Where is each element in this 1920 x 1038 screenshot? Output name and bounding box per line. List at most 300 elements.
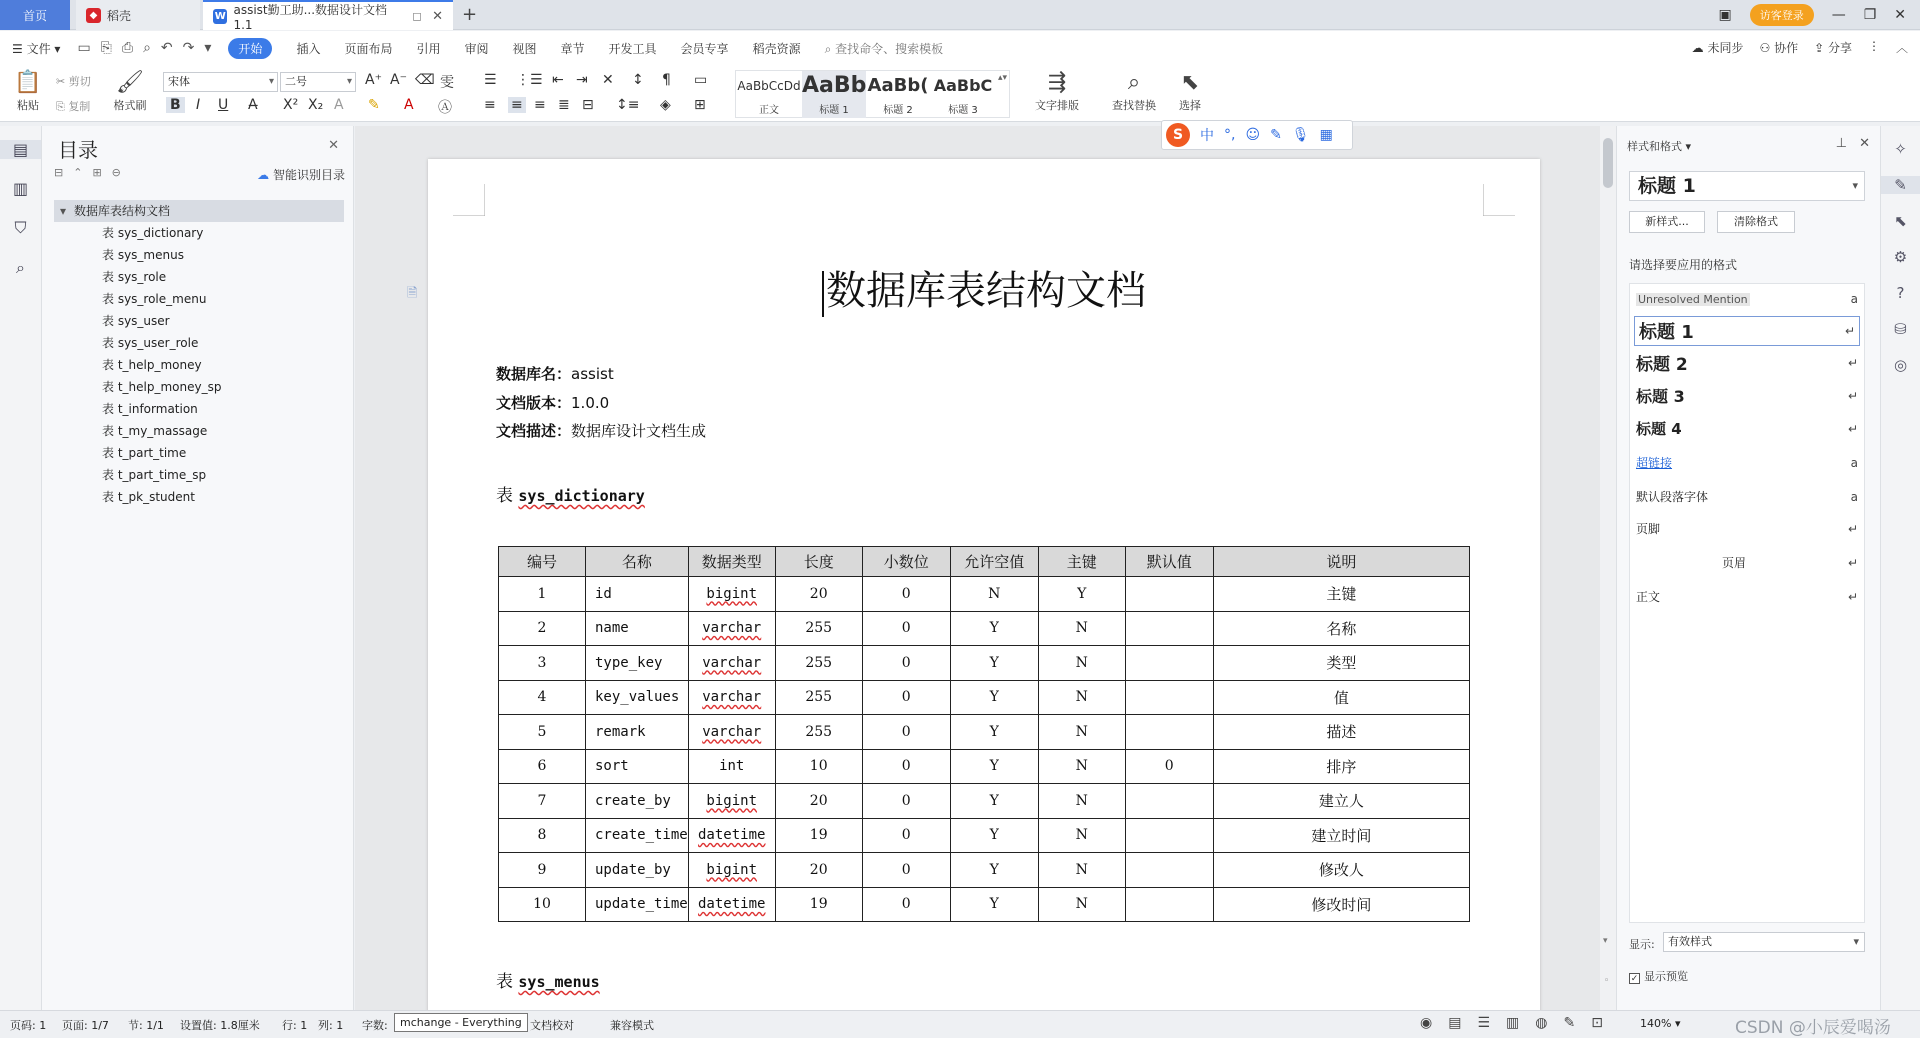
cursor-icon: ⬉ (1180, 70, 1200, 95)
document-title-text: 数据库表结构文档 (826, 268, 1146, 314)
styles-panel (1616, 126, 1880, 1010)
cell-decimal: 0 (862, 853, 950, 888)
style-normal[interactable] (736, 71, 802, 118)
collaborate-button[interactable] (1759, 39, 1798, 56)
cell-name: create_by (586, 784, 689, 819)
col-header: 主键 (1038, 547, 1125, 577)
toc-item[interactable]: 表 t_part_time (102, 446, 187, 460)
command-search[interactable] (825, 40, 944, 57)
shrink-font-icon[interactable]: A⁻ (390, 72, 407, 88)
show-preview-toggle[interactable] (1629, 968, 1688, 984)
table-row (499, 715, 1470, 750)
cell-name: id (586, 577, 689, 612)
borders-icon[interactable]: ⊞ (694, 97, 706, 113)
style-item-header[interactable] (1636, 554, 1858, 571)
cell-default (1125, 784, 1213, 819)
cell-length: 20 (775, 784, 862, 819)
cell-decimal: 0 (862, 818, 950, 853)
properties-icon[interactable]: ⚙ (1893, 248, 1908, 266)
cell-nullable: Y (950, 715, 1038, 750)
superscript-icon[interactable]: X² (283, 97, 299, 113)
style-item-label: 标题 4 (1636, 420, 1682, 438)
ribbon (0, 65, 1920, 122)
highlight-icon[interactable]: ✎ (368, 97, 380, 113)
select-objects-icon[interactable]: ⬉ (1894, 212, 1907, 230)
toc-item[interactable]: 表 t_help_money (102, 358, 202, 372)
toc-item[interactable]: 表 sys_menus (102, 248, 184, 262)
tab-home[interactable] (0, 0, 70, 30)
para-style-icon: ↵ (1847, 589, 1858, 604)
tab-daoke-label: 稻壳 (107, 8, 132, 23)
para-style-icon: ↵ (1847, 521, 1858, 536)
doc-version-label: 文档版本： (496, 394, 572, 412)
add-entry-icon[interactable]: ⊞ (92, 166, 102, 179)
style-item-heading-4[interactable] (1636, 418, 1858, 439)
help-icon[interactable]: ? (1896, 284, 1905, 302)
margin-corner-tr (1483, 184, 1515, 216)
emoji-icon[interactable]: ☺ (1245, 127, 1261, 143)
format-painter-button[interactable] (110, 69, 150, 113)
backup-icon[interactable]: ⛁ (1894, 320, 1907, 338)
toc-item[interactable]: 表 sys_dictionary (102, 226, 204, 240)
style-heading-3-label: 标题 3 (948, 105, 978, 116)
style-item-label: 超链接 (1636, 456, 1673, 470)
cell-no: 3 (499, 646, 586, 681)
cell-length: 19 (775, 887, 862, 922)
cell-type-text: varchar (702, 723, 762, 740)
col-header: 小数位 (862, 547, 950, 577)
shading-icon[interactable]: ◈ (660, 97, 671, 113)
web-view-icon[interactable]: ◍ (1535, 1015, 1548, 1031)
smart-toc-button[interactable] (257, 166, 345, 183)
toc-root-item[interactable]: ▾ 数据库表结构文档 (54, 200, 344, 222)
command-search-placeholder: 查找命令、搜索模板 (835, 41, 944, 56)
menu-tab-review[interactable]: 审阅 (464, 41, 489, 56)
smart-toc-label: 智能识别目录 (272, 168, 345, 182)
style-item-heading-1[interactable] (1634, 316, 1860, 346)
toc-tools (54, 166, 121, 179)
move-up-icon[interactable]: ⌃ (73, 166, 83, 179)
ime-toolbox-icon[interactable]: ▦ (1319, 127, 1333, 143)
pinyin-icon[interactable]: 雯 (440, 75, 454, 91)
scissors-icon: ✂ (56, 75, 66, 88)
cell-type (688, 784, 775, 819)
find-replace-button[interactable] (1104, 69, 1164, 113)
doc-desc-line (496, 420, 706, 441)
increase-indent-icon[interactable]: ⇥ (576, 72, 588, 88)
tooltip-popup: mchange - Everything (394, 1013, 528, 1032)
clear-format-icon[interactable]: ⌫ (415, 72, 435, 88)
style-heading-2[interactable] (866, 71, 930, 118)
paragraph-mark-icon[interactable]: ¶ (662, 72, 671, 88)
ime-lang-toggle[interactable]: 中 (1200, 128, 1214, 144)
tab-home-label: 首页 (22, 8, 47, 23)
style-item-label: Unresolved Mention (1638, 292, 1748, 306)
print-preview-icon[interactable]: ⌕ (143, 40, 151, 56)
cell-no: 1 (499, 577, 586, 612)
align-left-icon[interactable]: ≡ (484, 97, 496, 113)
style-item-label: 标题 1 (1639, 322, 1694, 343)
style-gallery-scroll-icon[interactable]: ▴▾ (997, 73, 1007, 83)
table-row (499, 611, 1470, 646)
show-preview-label: 显示预览 (1644, 970, 1688, 983)
cell-nullable: Y (950, 611, 1038, 646)
cell-default (1125, 887, 1213, 922)
save-icon[interactable]: ▭ (77, 40, 91, 56)
justify-icon[interactable]: ≣ (558, 97, 570, 113)
file-menu[interactable]: ☰ 文件 ▾ (12, 41, 61, 56)
minimize-icon[interactable]: — (1831, 7, 1846, 23)
magnifier-icon: ⌕ (1127, 70, 1141, 95)
share-label: 分享 (1827, 41, 1852, 55)
menu-tab-daoke[interactable]: 稻壳资源 (752, 41, 801, 56)
char-style-icon: a (1850, 455, 1858, 470)
eye-protect-icon[interactable]: ◉ (1420, 1015, 1433, 1031)
style-heading-3-preview: AaBbC (933, 76, 993, 95)
styles-edit-icon[interactable]: ✎ (1881, 176, 1920, 194)
share-icon: ⇪ (1814, 41, 1825, 55)
grow-font-icon[interactable]: A⁺ (365, 72, 382, 88)
style-item-unresolved[interactable] (1636, 292, 1858, 306)
ruler-icon[interactable]: ▭ (694, 72, 708, 88)
document-page[interactable] (428, 159, 1540, 1010)
numbering-icon[interactable]: ⋮☰ (516, 72, 543, 88)
more-quick-icon[interactable]: ▾ (204, 40, 212, 56)
cell-no: 5 (499, 715, 586, 750)
font-color-icon[interactable]: A (404, 97, 414, 113)
table-row (499, 784, 1470, 819)
cell-type-text: int (719, 758, 745, 775)
table-row (499, 887, 1470, 922)
table-heading-1-prefix: 表 (496, 486, 513, 506)
tab-daoke[interactable] (76, 0, 200, 30)
table-heading-1 (496, 481, 645, 506)
cell-nullable: Y (950, 646, 1038, 681)
cell-type (688, 577, 775, 612)
share-button[interactable] (1814, 39, 1852, 56)
zoom-value: 140% (1640, 1017, 1672, 1030)
view-mode-icons (1420, 1015, 1603, 1031)
cell-nullable: Y (950, 680, 1038, 715)
menu-right-actions (1692, 39, 1908, 56)
cell-name: name (586, 611, 689, 646)
clipboard-icon: 📋 (14, 70, 42, 95)
cell-type-text: datetime (698, 896, 766, 913)
cell-length: 20 (775, 853, 862, 888)
cell-desc: 值 (1213, 680, 1469, 715)
new-tab-button[interactable]: + (462, 4, 478, 25)
menu-tab-view[interactable]: 视图 (512, 41, 537, 56)
toc-item[interactable]: 表 sys_role (102, 270, 167, 284)
para-style-icon: ↵ (1847, 388, 1858, 403)
fit-page-icon[interactable]: ⊡ (1591, 1015, 1603, 1031)
cell-type (688, 853, 775, 888)
paste-button[interactable] (10, 69, 46, 113)
sys-dictionary-table (498, 546, 1470, 922)
doc-version-line (496, 392, 609, 413)
table-heading-2-prefix: 表 (496, 972, 513, 992)
subscript-icon[interactable]: X₂ (308, 97, 324, 113)
collapse-all-icon[interactable]: ⊟ (54, 166, 64, 179)
style-gallery (735, 70, 1010, 118)
chinese-layout-icon[interactable]: ✕ (602, 72, 614, 88)
cell-desc: 描述 (1213, 715, 1469, 750)
cell-decimal: 0 (862, 577, 950, 612)
toc-item[interactable]: 表 t_my_massage (102, 424, 208, 438)
remove-entry-icon[interactable]: ⊖ (111, 166, 121, 179)
status-page-no: 页码: 1 (10, 1019, 47, 1032)
pin-icon[interactable]: ⊥ (1835, 136, 1848, 151)
guest-login-button[interactable]: 访客登录 (1750, 4, 1814, 26)
cell-length: 19 (775, 818, 862, 853)
cell-type (688, 749, 775, 784)
toc-panel-icon[interactable]: ▤ (0, 140, 41, 159)
char-style-icon: a (1850, 489, 1858, 504)
more-icon[interactable]: ⋮ (1867, 39, 1880, 53)
cell-desc: 主键 (1213, 577, 1469, 612)
handwrite-icon[interactable]: ✎ (1270, 127, 1282, 143)
style-heading-1-preview: AaBb (802, 73, 866, 98)
status-compat-mode: 兼容模式 (610, 1019, 654, 1032)
restore-icon[interactable]: ❐ (1863, 7, 1877, 23)
chapter-nav-icon[interactable]: ▥ (12, 179, 29, 198)
style-item-hyperlink[interactable] (1636, 454, 1858, 471)
cell-no: 8 (499, 818, 586, 853)
cell-desc: 建立时间 (1213, 818, 1469, 853)
sync-label: 未同步 (1707, 41, 1744, 55)
cell-type (688, 611, 775, 646)
text-layout-button[interactable] (1026, 69, 1088, 113)
copy-button[interactable] (56, 98, 90, 114)
cell-decimal: 0 (862, 715, 950, 750)
db-name-value: assist (571, 365, 614, 383)
cell-nullable: Y (950, 887, 1038, 922)
tab-document[interactable] (203, 0, 453, 30)
style-list (1629, 283, 1865, 923)
distribute-icon[interactable]: ⊟ (582, 97, 594, 113)
margin-corner-tl (453, 184, 485, 216)
table-row (499, 577, 1470, 612)
decrease-indent-icon[interactable]: ⇤ (552, 72, 564, 88)
table-row (499, 853, 1470, 888)
write-view-icon[interactable]: ✎ (1563, 1015, 1576, 1031)
cut-label: 剪切 (68, 75, 91, 88)
style-item-heading-3[interactable] (1636, 384, 1858, 407)
outline-view-icon[interactable]: ☰ (1477, 1015, 1491, 1031)
cell-no: 2 (499, 611, 586, 646)
find-panel-icon[interactable]: ⌕ (16, 258, 25, 277)
cell-pk: N (1038, 887, 1125, 922)
col-header: 编号 (499, 547, 586, 577)
cell-type (688, 646, 775, 681)
tab-bar (0, 0, 1920, 30)
cell-type (688, 887, 775, 922)
font-name-select[interactable]: 宋体 ▾ (163, 72, 278, 92)
show-preview-checkbox[interactable]: ✓ (1630, 974, 1639, 984)
cell-name: type_key (586, 646, 689, 681)
toc-close-icon[interactable]: ✕ (328, 138, 339, 153)
prev-page-icon[interactable]: ◦ (1604, 976, 1610, 986)
toc-tree (54, 200, 344, 508)
cell-type-text: bigint (706, 861, 757, 878)
clear-format-button[interactable]: 清除格式 (1717, 211, 1795, 233)
ime-punct-toggle[interactable]: °, (1224, 127, 1236, 143)
cell-pk: N (1038, 853, 1125, 888)
sync-button[interactable] (1692, 39, 1744, 56)
cell-length: 255 (775, 611, 862, 646)
reading-view-icon[interactable]: ▥ (1506, 1015, 1520, 1031)
cell-name: key_values (586, 680, 689, 715)
style-item-footer[interactable] (1636, 520, 1858, 537)
cell-desc: 修改时间 (1213, 887, 1469, 922)
scroll-down-icon[interactable]: ▾ (1603, 936, 1608, 946)
cell-desc: 名称 (1213, 611, 1469, 646)
cloud-icon: ☁ (1691, 41, 1704, 55)
wps-writer-icon: W (214, 10, 226, 22)
menu-tab-section[interactable]: 章节 (560, 41, 585, 56)
col-header: 默认值 (1125, 547, 1213, 577)
menu-tab-devtools[interactable]: 开发工具 (608, 41, 657, 56)
text-layout-icon: ⇶ (1047, 70, 1067, 95)
cell-pk: Y (1038, 577, 1125, 612)
style-item-default-font[interactable] (1636, 488, 1858, 505)
styles-panel-header[interactable]: 样式和格式 ▾ (1627, 140, 1692, 153)
page-view-icon[interactable]: ▤ (1448, 1015, 1462, 1031)
cell-default (1125, 818, 1213, 853)
toc-item[interactable]: 表 t_part_time_sp (102, 468, 207, 482)
cell-name: update_by (586, 853, 689, 888)
menu-tab-insert[interactable]: 插入 (296, 41, 321, 56)
toc-item[interactable]: 表 sys_user (102, 314, 170, 328)
export-pdf-icon[interactable]: ⎘ (100, 40, 112, 56)
menu-tab-member[interactable]: 会员专享 (680, 41, 729, 56)
col-header: 允许空值 (950, 547, 1038, 577)
microphone-icon[interactable]: 🎙 (1291, 127, 1310, 143)
vertical-scrollbar[interactable] (1600, 126, 1616, 1010)
line-spacing-icon[interactable]: ↕≡ (616, 97, 640, 113)
style-item-heading-2[interactable] (1636, 350, 1858, 375)
style-heading-2-label: 标题 2 (883, 105, 913, 116)
copy-icon: ⎘ (56, 100, 65, 113)
align-right-icon[interactable]: ≡ (534, 97, 546, 113)
file-menu-label: 文件 (26, 41, 51, 56)
cell-decimal: 0 (862, 611, 950, 646)
cell-default (1125, 680, 1213, 715)
select-button[interactable] (1172, 69, 1208, 113)
menu-tab-start[interactable]: 开始 (228, 38, 272, 59)
menu-tab-layout[interactable]: 页面布局 (344, 41, 393, 56)
paragraph-marker-icon[interactable]: 🗎 (407, 286, 418, 301)
styles-panel-header-icons (1836, 136, 1870, 151)
status-section: 节: 1/1 (128, 1019, 164, 1032)
cut-button[interactable] (56, 73, 91, 89)
cell-default (1125, 646, 1213, 681)
zoom-level[interactable]: 140% ▾ (1640, 1017, 1681, 1030)
share-rail-icon[interactable]: ◎ (1893, 356, 1908, 374)
tab-pin-icon[interactable]: ◻ (412, 9, 423, 23)
ai-assistant-icon[interactable]: ✧ (1894, 140, 1907, 158)
close-window-icon[interactable]: ✕ (1894, 7, 1906, 23)
font-size-select[interactable]: 二号 ▾ (280, 72, 356, 92)
char-border-icon[interactable]: Ⓐ (438, 100, 452, 116)
toc-item[interactable]: 表 sys_user_role (102, 336, 199, 350)
cell-length: 10 (775, 749, 862, 784)
doc-desc-label: 文档描述： (496, 422, 572, 440)
styles-close-icon[interactable]: ✕ (1859, 136, 1870, 151)
style-heading-1-label: 标题 1 (819, 105, 849, 116)
cell-pk: N (1038, 749, 1125, 784)
style-item-body[interactable] (1636, 588, 1858, 605)
sort-icon[interactable]: ↕ (632, 72, 644, 88)
db-name-line (496, 363, 614, 384)
status-spellcheck[interactable]: 文档校对 (530, 1019, 574, 1032)
search-icon: ⌕ (824, 41, 832, 56)
apply-format-prompt: 请选择要应用的格式 (1629, 258, 1738, 272)
cell-name: update_time (586, 887, 689, 922)
cell-name: sort (586, 749, 689, 784)
sogou-logo-icon[interactable]: S (1166, 123, 1190, 147)
strikethrough-icon[interactable]: A̶ (248, 97, 258, 113)
redo-icon[interactable]: ↷ (182, 40, 195, 56)
bold-button[interactable]: B (166, 97, 185, 113)
toc-item[interactable]: 表 t_help_money_sp (102, 380, 222, 394)
bullets-icon[interactable]: ☰ (484, 72, 497, 88)
cell-desc: 修改人 (1213, 853, 1469, 888)
cell-desc: 排序 (1213, 749, 1469, 784)
align-center-icon[interactable]: ≡ (508, 97, 526, 113)
brush-icon: 🖌 (116, 70, 144, 95)
layout-icon[interactable]: ▣ (1718, 7, 1732, 23)
table-heading-2-name: sys_menus (518, 973, 600, 991)
para-style-icon: ↵ (1844, 324, 1855, 338)
status-setting: 设置值: 1.8厘米 (180, 1019, 260, 1032)
style-heading-3[interactable] (930, 71, 996, 118)
cell-decimal: 0 (862, 784, 950, 819)
toc-item[interactable]: 表 t_information (102, 402, 198, 416)
find-replace-label: 查找替换 (1112, 99, 1156, 112)
menu-tab-reference[interactable]: 引用 (416, 41, 441, 56)
copy-label: 复制 (68, 100, 91, 113)
status-word-count[interactable]: 字数: (362, 1019, 388, 1032)
underline-button[interactable]: U (218, 97, 229, 113)
cell-type-text: bigint (706, 585, 757, 602)
new-style-button[interactable]: 新样式... (1629, 211, 1705, 233)
cell-type-text: varchar (702, 620, 762, 637)
show-select[interactable]: 有效样式 ▾ (1663, 932, 1865, 952)
col-header: 数据类型 (688, 547, 775, 577)
undo-icon[interactable]: ↶ (160, 40, 173, 56)
toc-item[interactable]: 表 t_pk_student (102, 490, 195, 504)
tab-close-icon[interactable]: ✕ (432, 8, 443, 24)
current-style-select[interactable]: 标题 1 ▾ (1629, 171, 1865, 201)
cell-type (688, 715, 775, 750)
print-icon[interactable]: ⎙ (121, 40, 134, 56)
cell-default (1125, 611, 1213, 646)
style-heading-2-preview: AaBb( (867, 75, 929, 96)
format-painter-label: 格式刷 (113, 99, 147, 112)
text-effect-icon[interactable]: A (334, 97, 344, 113)
cell-decimal: 0 (862, 749, 950, 784)
csdn-watermark: CSDN @小辰爱喝汤 (1735, 1018, 1891, 1038)
scrollbar-thumb[interactable] (1603, 138, 1613, 188)
toc-item[interactable]: 表 sys_role_menu (102, 292, 207, 306)
style-heading-1[interactable] (802, 71, 866, 118)
db-name-label: 数据库名： (496, 365, 572, 383)
daoke-logo-icon: ◆ (86, 8, 101, 23)
bookmark-icon[interactable]: ⛉ (14, 218, 27, 237)
italic-button[interactable]: I (196, 97, 201, 113)
collapse-ribbon-icon[interactable]: ︿ (1895, 41, 1908, 55)
